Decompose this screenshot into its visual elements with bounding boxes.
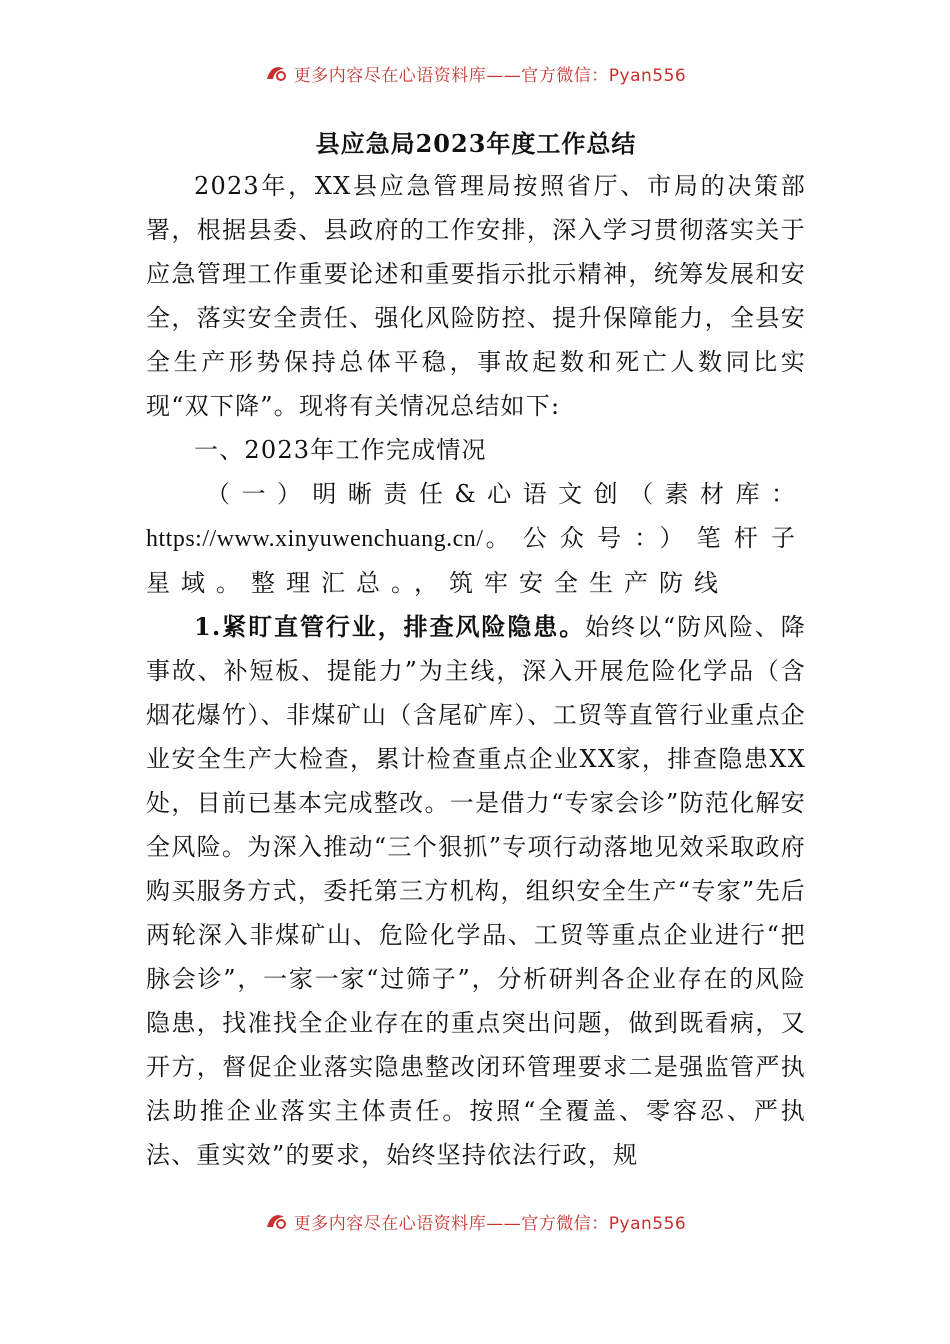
document-title: 县应急局2023年度工作总结	[315, 129, 637, 158]
subsection-heading-suffix: 。公众号：）笔杆子星域。整理汇总。，筑牢安全生产防线	[146, 524, 806, 597]
section-heading: 一、2023年工作完成情况	[194, 436, 487, 464]
subsection-heading	[146, 472, 806, 605]
item-body: 始终以“防风险、降事故、补短板、提能力”为主线，深入开展危险化学品（含烟花爆竹）、非煤矿山（含尾矿库）、工贸等直管行业重点企业安全生产大检查，累计检查重点企业XX家，排查隐患XX处，目前已基本完成整改。一是借力“专家会诊”防范化解安全风险。为深入推动“三个狠抓”专项行动落地见效采取政府购买服务方式，委托第三方机构，组织安全生产“专家”先后两轮深入非煤矿山、危险化学品、工贸等重点企业进行“把脉会诊”，一家一家“过筛子”，分析研判各企业存在的风险隐患，找准找全企业存在的重点突出问题，做到既看病，又开方，督促企业落实隐患整改闭环管理要求二是强监管严执法助推企业落实主体责任。按照“全覆盖、零容忍、严执法、重实效”的要求，始终坚持依法行政，规	[146, 613, 806, 1169]
subsection-url: https://www.xinyuwenchuang.cn/	[146, 526, 484, 552]
header-watermark-banner	[0, 60, 950, 86]
item-paragraph	[146, 605, 806, 1177]
logo-icon	[264, 1211, 288, 1231]
footer-watermark-banner	[0, 1208, 950, 1234]
footer-banner-text: 更多内容尽在心语资料库——官方微信：Pyan556	[293, 1213, 687, 1234]
intro-paragraph: 2023年，XX县应急管理局按照省厅、市局的决策部署，根据县委、县政府的工作安排，深入学习贯彻落实关于应急管理工作重要论述和重要指示批示精神，统筹发展和安全，落实安全责任、强化风险防控、提升保障能力，全县安全生产形势保持总体平稳，事故起数和死亡人数同比实现“双下降”。现将有关情况总结如下:	[146, 172, 806, 420]
logo-icon	[264, 63, 288, 83]
document-body	[146, 124, 806, 1177]
item-lead: 1.紧盯直管行业，排查风险隐患。	[194, 612, 586, 641]
subsection-heading-prefix: （一）明晰责任&心语文创（素材库：	[206, 480, 806, 508]
header-banner-text: 更多内容尽在心语资料库——官方微信：Pyan556	[293, 65, 687, 86]
